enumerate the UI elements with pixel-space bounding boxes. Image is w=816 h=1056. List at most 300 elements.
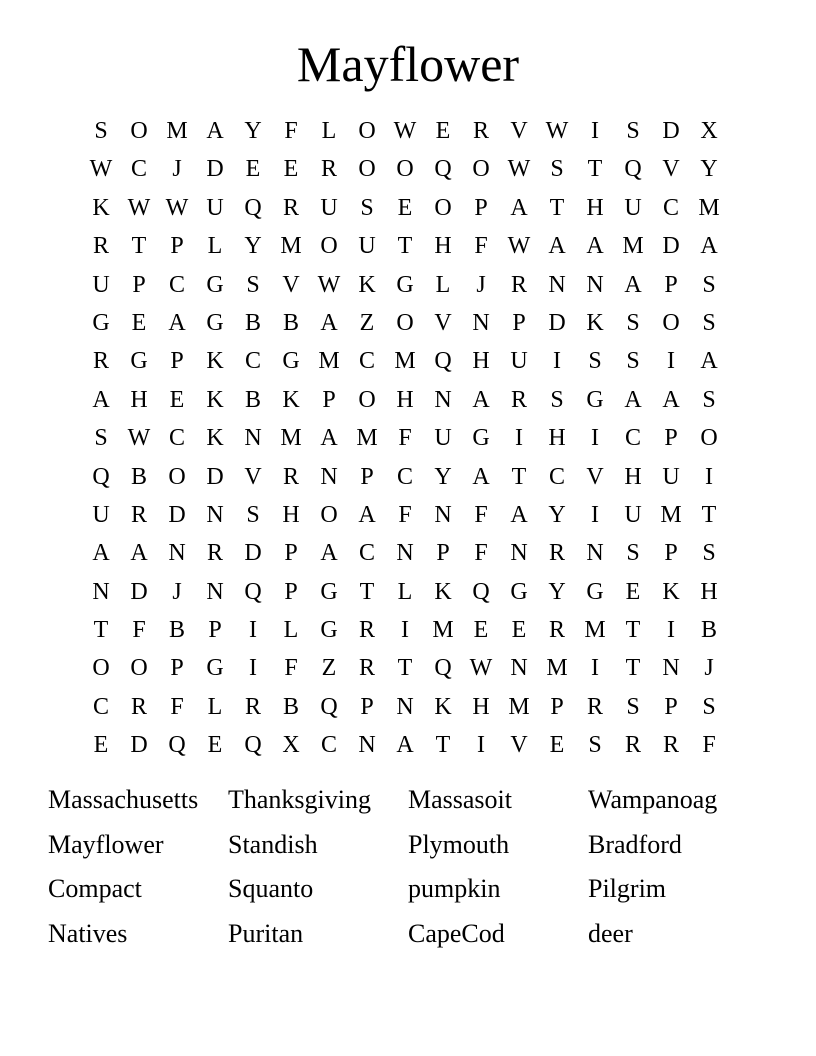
grid-letter[interactable]: O: [700, 425, 718, 452]
grid-letter[interactable]: M: [280, 233, 302, 260]
grid-letter[interactable]: M: [584, 617, 606, 644]
grid-letter[interactable]: Y: [700, 156, 718, 183]
grid-letter[interactable]: B: [168, 617, 185, 644]
grid-letter[interactable]: R: [548, 540, 565, 567]
grid-letter[interactable]: R: [92, 348, 109, 375]
grid-letter[interactable]: R: [662, 732, 679, 759]
grid-letter[interactable]: V: [510, 118, 528, 144]
grid-letter[interactable]: P: [170, 655, 184, 682]
grid-letter[interactable]: H: [282, 501, 300, 528]
grid-letter[interactable]: O: [320, 233, 338, 260]
grid-letter[interactable]: F: [170, 693, 184, 720]
grid-letter[interactable]: A: [510, 501, 528, 528]
grid-letter[interactable]: K: [206, 425, 224, 452]
grid-letter[interactable]: N: [244, 425, 262, 452]
grid-letter[interactable]: H: [472, 348, 490, 375]
grid-letter[interactable]: A: [624, 386, 642, 413]
grid-letter[interactable]: B: [282, 693, 299, 720]
grid-letter[interactable]: A: [548, 233, 566, 260]
grid-letter[interactable]: P: [664, 540, 678, 567]
grid-letter[interactable]: A: [130, 540, 148, 567]
grid-letter[interactable]: P: [170, 233, 184, 260]
grid-letter[interactable]: U: [624, 501, 642, 528]
grid-letter[interactable]: O: [396, 309, 414, 336]
grid-letter[interactable]: R: [130, 693, 147, 720]
grid-letter[interactable]: Q: [92, 463, 110, 490]
grid-letter[interactable]: P: [360, 463, 374, 490]
grid-letter[interactable]: C: [168, 271, 185, 298]
grid-letter[interactable]: O: [168, 463, 186, 490]
grid-letter[interactable]: P: [512, 309, 526, 336]
grid-letter[interactable]: S: [626, 348, 640, 375]
grid-letter[interactable]: R: [510, 271, 527, 298]
grid-letter[interactable]: I: [249, 617, 257, 644]
grid-letter[interactable]: A: [396, 732, 414, 759]
grid-letter[interactable]: V: [244, 463, 262, 490]
grid-letter[interactable]: D: [244, 540, 262, 567]
grid-row: [82, 266, 728, 304]
grid-letter[interactable]: L: [397, 578, 413, 605]
grid-letter[interactable]: F: [474, 233, 488, 260]
grid-letter[interactable]: C: [358, 540, 375, 567]
grid-letter[interactable]: A: [92, 386, 110, 413]
grid-row: [82, 189, 728, 227]
grid-letter[interactable]: V: [434, 309, 452, 336]
grid-letter[interactable]: L: [321, 118, 337, 144]
grid-letter[interactable]: A: [700, 233, 718, 260]
grid-letter[interactable]: T: [397, 655, 413, 682]
grid-letter[interactable]: W: [507, 233, 531, 260]
grid-letter[interactable]: O: [396, 156, 414, 183]
grid-letter[interactable]: N: [206, 501, 224, 528]
grid-letter[interactable]: I: [591, 425, 599, 452]
grid-letter[interactable]: N: [434, 501, 452, 528]
grid-letter[interactable]: P: [664, 425, 678, 452]
grid-letter[interactable]: N: [168, 540, 186, 567]
grid-letter[interactable]: R: [472, 118, 489, 144]
grid-row: [82, 496, 728, 534]
grid-letter[interactable]: O: [358, 386, 376, 413]
grid-letter[interactable]: C: [320, 732, 337, 759]
grid-letter[interactable]: S: [360, 194, 374, 221]
grid-letter[interactable]: Q: [434, 348, 452, 375]
grid-letter[interactable]: D: [168, 501, 186, 528]
grid-letter[interactable]: Y: [548, 501, 566, 528]
grid-letter[interactable]: F: [398, 501, 412, 528]
grid-letter[interactable]: N: [472, 309, 490, 336]
grid-letter[interactable]: T: [397, 233, 413, 260]
grid-letter[interactable]: A: [320, 540, 338, 567]
grid-letter[interactable]: G: [206, 655, 224, 682]
grid-letter[interactable]: D: [548, 309, 566, 336]
grid-letter[interactable]: V: [510, 732, 528, 759]
grid-letter[interactable]: E: [473, 617, 489, 644]
grid-letter[interactable]: A: [206, 118, 224, 144]
grid-letter[interactable]: I: [553, 348, 561, 375]
grid-letter[interactable]: U: [320, 194, 338, 221]
grid-letter[interactable]: T: [549, 194, 565, 221]
grid-letter[interactable]: F: [284, 655, 298, 682]
grid-letter[interactable]: F: [474, 540, 488, 567]
grid-letter[interactable]: J: [476, 271, 486, 298]
grid-letter[interactable]: P: [170, 348, 184, 375]
grid-letter[interactable]: I: [667, 348, 675, 375]
grid-letter[interactable]: R: [244, 693, 261, 720]
grid-letter[interactable]: S: [246, 501, 260, 528]
grid-row: [82, 227, 728, 265]
grid-letter[interactable]: O: [472, 156, 490, 183]
grid-letter[interactable]: Q: [624, 156, 642, 183]
grid-letter[interactable]: D: [206, 156, 224, 183]
grid-letter[interactable]: M: [508, 693, 530, 720]
grid-letter[interactable]: S: [550, 386, 564, 413]
grid-letter[interactable]: K: [586, 309, 604, 336]
grid-letter[interactable]: P: [474, 194, 488, 221]
grid-letter[interactable]: T: [511, 463, 527, 490]
grid-letter[interactable]: A: [358, 501, 376, 528]
grid-letter[interactable]: R: [320, 156, 337, 183]
grid-letter[interactable]: M: [318, 348, 340, 375]
grid-letter[interactable]: E: [169, 386, 185, 413]
grid-letter[interactable]: W: [317, 271, 341, 298]
grid-letter[interactable]: E: [283, 156, 299, 183]
grid-letter[interactable]: U: [662, 463, 680, 490]
grid-letter[interactable]: E: [245, 156, 261, 183]
grid-letter[interactable]: T: [625, 617, 641, 644]
grid-letter[interactable]: R: [358, 655, 375, 682]
grid-letter[interactable]: N: [206, 578, 224, 605]
grid-letter[interactable]: E: [625, 578, 641, 605]
grid-letter[interactable]: M: [166, 118, 188, 144]
grid-letter[interactable]: A: [510, 194, 528, 221]
grid-letter[interactable]: R: [282, 463, 299, 490]
grid-row: [82, 573, 728, 611]
grid-letter[interactable]: K: [434, 578, 452, 605]
grid-letter[interactable]: N: [662, 655, 680, 682]
grid-letter[interactable]: Y: [434, 463, 452, 490]
grid-letter[interactable]: K: [434, 693, 452, 720]
grid-letter[interactable]: C: [244, 348, 261, 375]
grid-letter[interactable]: P: [664, 693, 678, 720]
grid-letter[interactable]: S: [702, 540, 716, 567]
grid-letter[interactable]: S: [702, 271, 716, 298]
grid-letter[interactable]: A: [92, 540, 110, 567]
grid-letter[interactable]: S: [588, 732, 602, 759]
grid-letter[interactable]: R: [624, 732, 641, 759]
grid-letter[interactable]: Q: [244, 732, 262, 759]
word-list-item: Standish: [228, 829, 318, 859]
grid-letter[interactable]: W: [469, 655, 493, 682]
grid-letter[interactable]: N: [396, 540, 414, 567]
grid-letter[interactable]: E: [511, 617, 527, 644]
grid-letter[interactable]: N: [92, 578, 110, 605]
grid-letter[interactable]: M: [546, 655, 568, 682]
grid-letter[interactable]: G: [510, 578, 528, 605]
grid-letter[interactable]: F: [284, 118, 298, 144]
grid-letter[interactable]: U: [510, 348, 528, 375]
grid-letter[interactable]: J: [172, 156, 182, 183]
grid-letter[interactable]: D: [662, 233, 680, 260]
grid-letter[interactable]: I: [249, 655, 257, 682]
grid-letter[interactable]: I: [591, 655, 599, 682]
grid-letter[interactable]: Q: [434, 156, 452, 183]
grid-letter[interactable]: C: [130, 156, 147, 183]
grid-letter[interactable]: M: [394, 348, 416, 375]
grid-letter[interactable]: A: [168, 309, 186, 336]
grid-letter[interactable]: C: [396, 463, 413, 490]
grid-letter[interactable]: V: [662, 156, 680, 183]
grid-letter[interactable]: L: [207, 233, 223, 260]
grid-letter[interactable]: R: [586, 693, 603, 720]
grid-letter[interactable]: W: [127, 425, 151, 452]
grid-letter[interactable]: N: [586, 540, 604, 567]
grid-letter[interactable]: J: [704, 655, 714, 682]
grid-letter[interactable]: H: [548, 425, 566, 452]
grid-letter[interactable]: S: [702, 386, 716, 413]
grid-letter[interactable]: H: [624, 463, 642, 490]
grid-letter[interactable]: Q: [434, 655, 452, 682]
grid-letter[interactable]: T: [93, 617, 109, 644]
grid-letter[interactable]: A: [662, 386, 680, 413]
grid-letter[interactable]: G: [586, 578, 604, 605]
grid-letter[interactable]: U: [92, 501, 110, 528]
grid-letter[interactable]: Q: [320, 693, 338, 720]
grid-letter[interactable]: E: [131, 309, 147, 336]
grid-letter[interactable]: I: [591, 118, 599, 144]
grid-letter[interactable]: B: [700, 617, 717, 644]
grid-letter[interactable]: I: [591, 501, 599, 528]
grid-letter[interactable]: C: [92, 693, 109, 720]
grid-letter[interactable]: Q: [244, 578, 262, 605]
grid-letter[interactable]: A: [472, 386, 490, 413]
grid-letter[interactable]: C: [662, 194, 679, 221]
grid-letter[interactable]: S: [702, 693, 716, 720]
grid-letter[interactable]: K: [206, 348, 224, 375]
grid-letter[interactable]: G: [206, 271, 224, 298]
grid-letter[interactable]: X: [700, 118, 718, 144]
grid-letter[interactable]: L: [283, 617, 299, 644]
grid-letter[interactable]: R: [548, 617, 565, 644]
grid-letter[interactable]: C: [358, 348, 375, 375]
grid-letter[interactable]: F: [398, 425, 412, 452]
grid-letter[interactable]: N: [434, 386, 452, 413]
grid-letter[interactable]: O: [130, 118, 148, 144]
grid-letter[interactable]: K: [358, 271, 376, 298]
grid-letter[interactable]: N: [548, 271, 566, 298]
grid-letter[interactable]: S: [550, 156, 564, 183]
grid-letter[interactable]: H: [586, 194, 604, 221]
grid-letter[interactable]: T: [701, 501, 717, 528]
grid-letter[interactable]: I: [515, 425, 523, 452]
grid-letter[interactable]: G: [472, 425, 490, 452]
grid-letter[interactable]: Y: [244, 233, 262, 260]
grid-letter[interactable]: P: [132, 271, 146, 298]
grid-letter[interactable]: M: [660, 501, 682, 528]
grid-letter[interactable]: C: [624, 425, 641, 452]
grid-letter[interactable]: S: [702, 309, 716, 336]
grid-letter[interactable]: S: [588, 348, 602, 375]
grid-letter[interactable]: B: [130, 463, 147, 490]
grid-letter[interactable]: G: [282, 348, 300, 375]
grid-letter[interactable]: Q: [472, 578, 490, 605]
grid-letter[interactable]: M: [622, 233, 644, 260]
grid-letter[interactable]: O: [358, 118, 376, 144]
word-list-item: Thanksgiving: [228, 785, 371, 814]
grid-letter[interactable]: A: [320, 425, 338, 452]
grid-letter[interactable]: F: [132, 617, 146, 644]
grid-letter[interactable]: K: [282, 386, 300, 413]
grid-letter[interactable]: O: [130, 655, 148, 682]
grid-letter[interactable]: Z: [359, 309, 375, 336]
grid-letter[interactable]: L: [207, 693, 223, 720]
grid-letter[interactable]: G: [586, 386, 604, 413]
grid-letter[interactable]: C: [168, 425, 185, 452]
grid-letter[interactable]: D: [130, 578, 148, 605]
grid-letter[interactable]: O: [662, 309, 680, 336]
grid-letter[interactable]: D: [130, 732, 148, 759]
grid-letter[interactable]: A: [320, 309, 338, 336]
grid-letter[interactable]: G: [92, 309, 110, 336]
grid-letter[interactable]: R: [92, 233, 109, 260]
grid-letter[interactable]: I: [667, 617, 675, 644]
grid-letter[interactable]: N: [510, 540, 528, 567]
grid-letter[interactable]: R: [130, 501, 147, 528]
grid-letter[interactable]: B: [282, 309, 299, 336]
grid-letter[interactable]: T: [625, 655, 641, 682]
grid-letter[interactable]: U: [434, 425, 452, 452]
grid-letter[interactable]: W: [127, 194, 151, 221]
grid-letter[interactable]: E: [435, 118, 451, 144]
grid-letter[interactable]: H: [700, 578, 718, 605]
grid-letter[interactable]: A: [700, 348, 718, 375]
grid-letter[interactable]: V: [282, 271, 300, 298]
grid-letter[interactable]: G: [320, 617, 338, 644]
grid-letter[interactable]: H: [434, 233, 452, 260]
grid-letter[interactable]: G: [396, 271, 414, 298]
grid-letter[interactable]: P: [550, 693, 564, 720]
grid-letter[interactable]: X: [282, 732, 300, 759]
grid-letter[interactable]: R: [358, 617, 375, 644]
grid-letter[interactable]: T: [131, 233, 147, 260]
grid-letter[interactable]: R: [282, 194, 299, 221]
grid-letter[interactable]: E: [397, 194, 413, 221]
grid-letter[interactable]: T: [435, 732, 451, 759]
grid-letter[interactable]: M: [356, 425, 378, 452]
grid-letter[interactable]: I: [477, 732, 485, 759]
grid-letter[interactable]: S: [94, 425, 108, 452]
grid-row: [82, 458, 728, 496]
grid-letter[interactable]: U: [358, 233, 376, 260]
grid-letter[interactable]: F: [702, 732, 716, 759]
grid-letter[interactable]: M: [280, 425, 302, 452]
grid-letter[interactable]: V: [586, 463, 604, 490]
grid-letter[interactable]: O: [434, 194, 452, 221]
grid-letter[interactable]: Q: [168, 732, 186, 759]
grid-letter[interactable]: N: [396, 693, 414, 720]
grid-letter[interactable]: L: [435, 271, 451, 298]
word-list-item: Bradford: [588, 829, 682, 859]
word-list-item: Mayflower: [48, 829, 164, 859]
grid-letter[interactable]: E: [207, 732, 223, 759]
grid-letter[interactable]: C: [548, 463, 565, 490]
grid-letter[interactable]: D: [206, 463, 224, 490]
grid-letter[interactable]: U: [624, 194, 642, 221]
grid-letter[interactable]: O: [358, 156, 376, 183]
grid-letter[interactable]: O: [92, 655, 110, 682]
grid-letter[interactable]: A: [472, 463, 490, 490]
grid-letter[interactable]: H: [472, 693, 490, 720]
grid-letter[interactable]: D: [662, 118, 680, 144]
grid-letter[interactable]: E: [93, 732, 109, 759]
grid-letter[interactable]: R: [206, 540, 223, 567]
grid-letter[interactable]: W: [165, 194, 189, 221]
grid-letter[interactable]: W: [545, 118, 569, 144]
grid-letter[interactable]: J: [172, 578, 182, 605]
grid-letter[interactable]: W: [393, 118, 417, 144]
grid-letter[interactable]: G: [320, 578, 338, 605]
grid-letter[interactable]: S: [626, 693, 640, 720]
grid-letter[interactable]: E: [549, 732, 565, 759]
grid-letter[interactable]: S: [246, 271, 260, 298]
grid-letter[interactable]: P: [360, 693, 374, 720]
grid-letter[interactable]: B: [244, 309, 261, 336]
grid-letter[interactable]: N: [586, 271, 604, 298]
grid-letter[interactable]: F: [474, 501, 488, 528]
grid-letter[interactable]: S: [626, 540, 640, 567]
grid-letter[interactable]: W: [89, 156, 113, 183]
grid-letter[interactable]: P: [284, 578, 298, 605]
grid-letter[interactable]: N: [320, 463, 338, 490]
grid-letter[interactable]: K: [206, 386, 224, 413]
grid-letter[interactable]: Y: [244, 118, 262, 144]
grid-letter[interactable]: Z: [321, 655, 337, 682]
grid-letter[interactable]: W: [507, 156, 531, 183]
grid-letter[interactable]: U: [92, 271, 110, 298]
grid-letter[interactable]: M: [432, 617, 454, 644]
grid-letter[interactable]: A: [586, 233, 604, 260]
grid-letter[interactable]: P: [284, 540, 298, 567]
grid-letter[interactable]: K: [662, 578, 680, 605]
grid-letter[interactable]: N: [510, 655, 528, 682]
grid-letter[interactable]: K: [92, 194, 110, 221]
grid-letter[interactable]: G: [206, 309, 224, 336]
grid-letter[interactable]: H: [130, 386, 148, 413]
grid-letter[interactable]: P: [208, 617, 222, 644]
grid-letter[interactable]: P: [664, 271, 678, 298]
grid-letter[interactable]: T: [587, 156, 603, 183]
grid-letter[interactable]: B: [244, 386, 261, 413]
grid-letter[interactable]: I: [401, 617, 409, 644]
grid-letter[interactable]: T: [359, 578, 375, 605]
grid-letter[interactable]: Y: [548, 578, 566, 605]
grid-letter[interactable]: Q: [244, 194, 262, 221]
grid-letter[interactable]: S: [94, 118, 108, 144]
word-list-item: Pilgrim: [588, 874, 667, 903]
grid-letter[interactable]: U: [206, 194, 224, 221]
grid-letter[interactable]: S: [626, 118, 640, 144]
grid-letter[interactable]: O: [320, 501, 338, 528]
grid-letter[interactable]: S: [626, 309, 640, 336]
grid-letter[interactable]: G: [130, 348, 148, 375]
grid-letter[interactable]: P: [322, 386, 336, 413]
grid-letter[interactable]: A: [624, 271, 642, 298]
grid-letter[interactable]: H: [396, 386, 414, 413]
grid-letter[interactable]: M: [698, 194, 720, 221]
grid-letter[interactable]: I: [705, 463, 713, 490]
grid-letter[interactable]: P: [436, 540, 450, 567]
grid-letter[interactable]: N: [358, 732, 376, 759]
grid-letter[interactable]: R: [510, 386, 527, 413]
